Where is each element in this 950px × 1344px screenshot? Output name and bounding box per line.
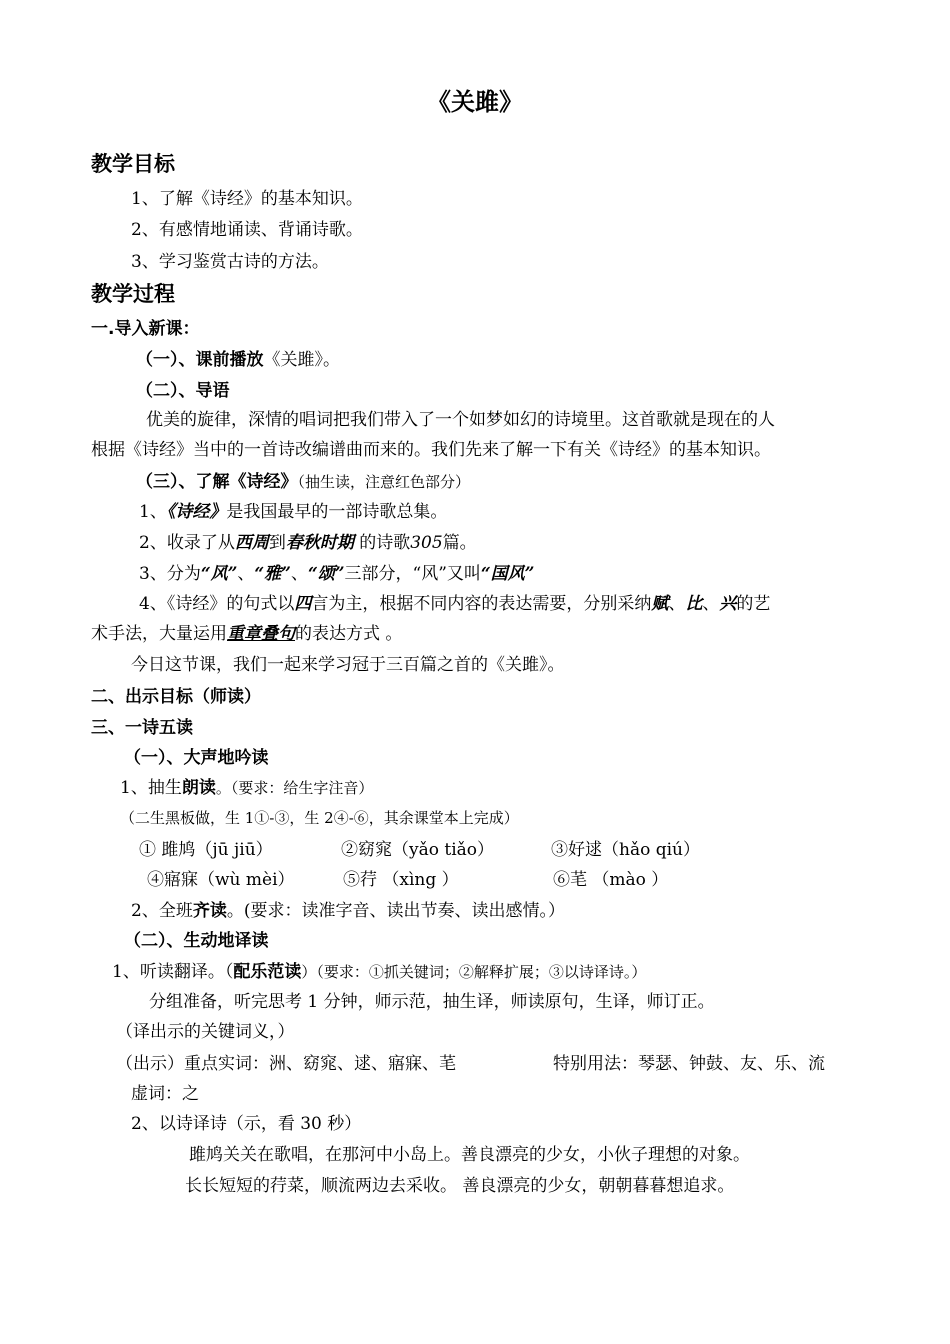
fact-text: 三部分，“风”又叫 — [344, 564, 481, 584]
pinyin-item: ③好逑（hǎo qiú） — [551, 840, 700, 860]
fact-keyword: 四 — [294, 594, 312, 614]
fact-keyword: 《诗经》 — [166, 502, 227, 522]
fact-text: 、 — [668, 594, 686, 614]
fact-keyword: “颂” — [307, 564, 345, 584]
special-usage: 特别用法：琴瑟、钟鼓、友、乐、流 — [553, 1054, 825, 1074]
fact-keyword: 西周 — [234, 533, 269, 553]
reading-step — [112, 960, 646, 984]
objective-item: 1、了解《诗经》的基本知识。 — [131, 189, 363, 209]
step-text: ）（要求：①抓关键词；②解释扩展；③以诗译诗。） — [301, 963, 647, 981]
fact-number: 1、 — [139, 502, 167, 522]
pinyin-item: ④寤寐（wù mèi） — [147, 870, 295, 890]
fact-keyword: 春秋时期 — [285, 533, 354, 553]
step-text: 2、全班 — [131, 901, 193, 921]
step-text: 。（要求：给生字注音） — [215, 779, 374, 797]
fact-text: 2、收录了从 — [139, 533, 235, 553]
step-text: 1、听读翻译。（ — [112, 962, 234, 982]
fact-4-cont — [91, 622, 402, 646]
intro-paragraph-line: 根据《诗经》当中的一首诗改编谱曲而来的。我们先来了解一下有关《诗经》的基本知识。 — [91, 440, 771, 460]
step-text: 1、抽生 — [120, 778, 182, 798]
fact-keyword: 兴 — [719, 594, 737, 614]
section-heading-reading: 三、一诗五读 — [91, 718, 193, 738]
section-heading-goals: 二、出示目标（师读） — [91, 687, 261, 707]
objective-item: 3、学习鉴赏古诗的方法。 — [131, 252, 329, 272]
pinyin-item: ⑥芼 （mào ） — [553, 870, 669, 890]
fact-1 — [139, 500, 447, 524]
objective-item: 2、有感情地诵读、背诵诗歌。 — [131, 220, 363, 240]
reading-note: （译出示的关键词义，） — [116, 1022, 295, 1042]
fact-keyword: “雅” — [254, 564, 291, 584]
section-heading-intro: 一.导入新课： — [91, 319, 200, 339]
pinyin-item: ②窈窕（yǎo tiǎo） — [341, 840, 495, 860]
reading-step: 2、以诗译诗（示，看 30 秒） — [131, 1114, 362, 1134]
objectives-heading: 教学目标 — [91, 152, 175, 176]
fact-text: 的表达方式 。 — [295, 624, 403, 644]
subsection-shijing — [136, 470, 470, 494]
step-keyword: 齐读 — [192, 901, 227, 921]
fact-text: 3、分为 — [139, 564, 201, 584]
fact-text: 到 — [268, 533, 286, 553]
today-line: 今日这节课，我们一起来学习冠于三百篇之首的《关雎》。 — [131, 655, 565, 675]
fact-text: 术手法，大量运用 — [91, 624, 227, 644]
subsection-text: 《关雎》。 — [263, 350, 340, 370]
fact-text: 、 — [237, 564, 255, 584]
reading-note: 分组准备，听完思考 1 分钟，师示范，抽生译，师读原句，生译，师订正。 — [149, 992, 715, 1012]
step-keyword: 朗读 — [181, 778, 216, 798]
page-title: 《关雎》 — [427, 88, 523, 116]
pinyin-item: ⑤荇 （xìng ） — [343, 870, 459, 890]
fact-text: 是我国最早的一部诗歌总集。 — [226, 502, 448, 522]
fact-2 — [139, 531, 477, 555]
reading-step — [120, 776, 373, 800]
fact-keyword: 比 — [685, 594, 703, 614]
fact-keyword: 305 — [410, 533, 443, 553]
fact-text: 篇。 — [442, 533, 477, 553]
intro-paragraph-line: 优美的旋律，深情的唱词把我们带入了一个如梦如幻的诗境里。这首歌就是现在的人 — [146, 410, 775, 430]
step-keyword: 配乐范读 — [233, 962, 302, 982]
fact-3 — [139, 562, 534, 586]
fact-keyword: 赋 — [651, 594, 669, 614]
fact-text: 言为主，根据不同内容的表达需要，分别采纳 — [311, 594, 652, 614]
process-heading: 教学过程 — [91, 282, 175, 306]
pinyin-item: ① 雎鸠（jū jiū） — [139, 840, 273, 860]
subsection-loud-reading: （一）、大声地吟读 — [124, 748, 269, 768]
fact-text: 、 — [702, 594, 720, 614]
fact-text: 的艺 — [736, 594, 771, 614]
fact-keyword: “国风” — [480, 564, 535, 584]
subsection-play — [136, 348, 340, 372]
fact-4 — [139, 592, 770, 616]
subsection-intro-label: （二）、导语 — [136, 381, 230, 401]
key-words: （出示）重点实词：洲、窈窕、逑、寤寐、芼 — [116, 1054, 456, 1074]
fact-text: 4、《诗经》的句式以 — [139, 594, 295, 614]
subsection-translation-reading: （二）、生动地译读 — [124, 931, 269, 951]
function-words: 虚词：之 — [131, 1084, 199, 1104]
subsection-label: （三）、了解《诗经》 — [136, 472, 298, 492]
fact-text: 、 — [290, 564, 308, 584]
subsection-note: （抽生读，注意红色部分） — [297, 473, 471, 491]
subsection-label: （一）、课前播放 — [136, 350, 264, 370]
fact-text: 的诗歌 — [353, 533, 411, 553]
step-text: 。(要求：读准字音、读出节奏、读出感情。） — [226, 901, 565, 921]
translation-line: 雎鸠关关在歌唱，在那河中小岛上。善良漂亮的少女，小伙子理想的对象。 — [189, 1145, 750, 1165]
translation-line: 长长短短的荇菜，顺流两边去采收。 善良漂亮的少女，朝朝暮暮想追求。 — [185, 1176, 735, 1196]
fact-keyword: 重章叠句 — [227, 624, 295, 644]
reading-step — [131, 899, 565, 923]
reading-note: （二生黑板做，生 1①-③，生 2④-⑥，其余课堂本上完成） — [120, 809, 519, 827]
fact-keyword: “风” — [200, 564, 238, 584]
